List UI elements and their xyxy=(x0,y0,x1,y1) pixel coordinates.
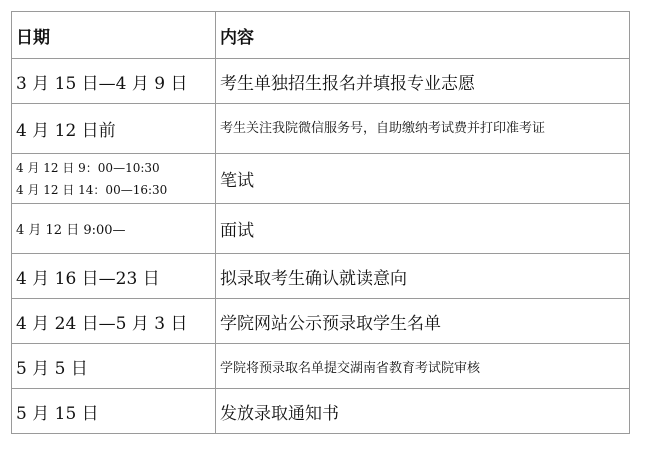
row-date: 3 月 15 日—4 月 9 日 xyxy=(12,59,216,104)
table-row xyxy=(12,254,630,299)
row-content: 笔试 xyxy=(216,154,630,204)
table-row xyxy=(12,154,630,204)
row-content: 学院网站公示预录取学生名单 xyxy=(216,299,630,344)
table-row xyxy=(12,299,630,344)
table-row xyxy=(12,389,630,434)
table-row xyxy=(12,104,630,154)
row-content: 面试 xyxy=(216,204,630,254)
row-date: 4 月 12 日 9:00— xyxy=(12,204,216,254)
header-date: 日期 xyxy=(12,12,216,59)
row-date: 5 月 15 日 xyxy=(12,389,216,434)
header-content: 内容 xyxy=(216,12,630,59)
table-row xyxy=(12,59,630,104)
table-row xyxy=(12,204,630,254)
row-date: 5 月 5 日 xyxy=(12,344,216,389)
table-row xyxy=(12,344,630,389)
row-date: 4 月 24 日—5 月 3 日 xyxy=(12,299,216,344)
row-content: 拟录取考生确认就读意向 xyxy=(216,254,630,299)
row-content: 学院将预录取名单提交湖南省教育考试院审核 xyxy=(216,344,630,389)
row-content: 考生单独招生报名并填报专业志愿 xyxy=(216,59,630,104)
row-date-line: 4 月 12 日 14：00—16:30 xyxy=(16,182,168,197)
row-content xyxy=(216,104,630,154)
schedule-table xyxy=(11,11,630,434)
table-header-row xyxy=(12,12,630,59)
row-date: 4 月 16 日—23 日 xyxy=(12,254,216,299)
row-content-text: 考生关注我院微信服务号，自助缴纳考试费并打印准考证 xyxy=(220,120,546,136)
row-date-line: 4 月 12 日 9：00—10:30 xyxy=(16,160,160,175)
row-date: 4 月 12 日前 xyxy=(12,104,216,154)
row-date xyxy=(12,154,216,204)
row-content: 发放录取通知书 xyxy=(216,389,630,434)
